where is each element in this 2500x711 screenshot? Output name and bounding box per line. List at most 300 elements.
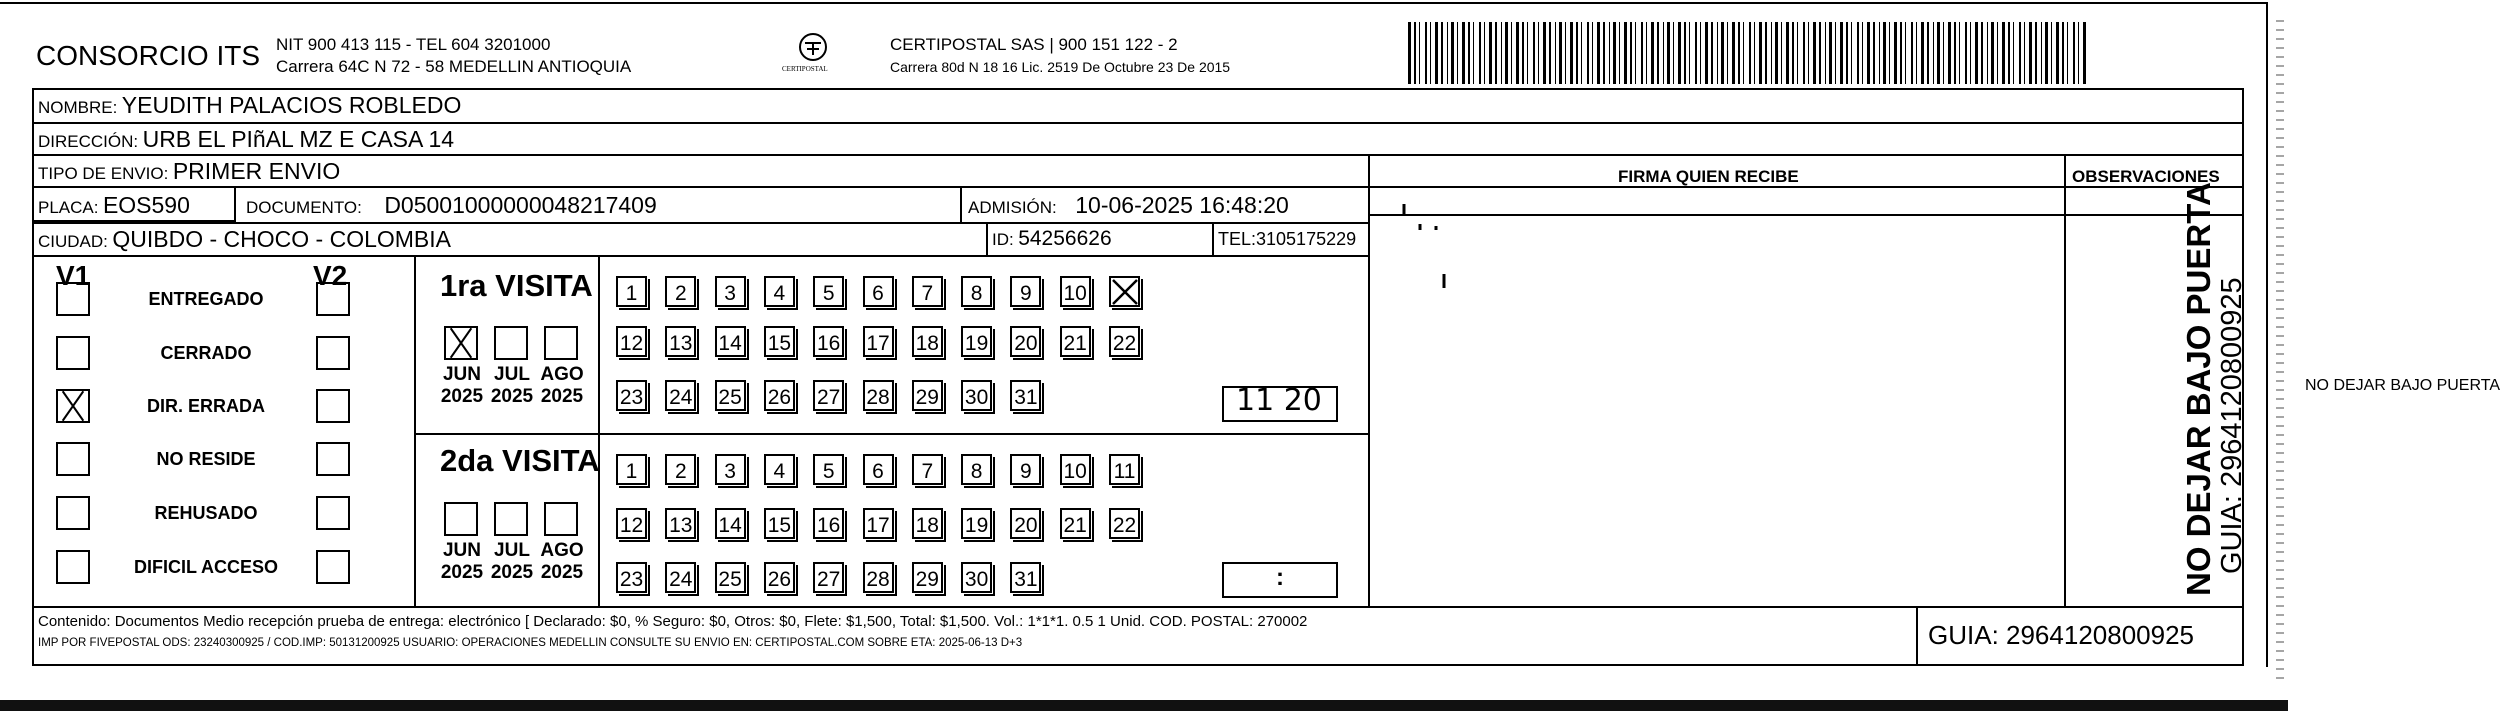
shipment-row bbox=[38, 160, 340, 183]
status-right-line bbox=[414, 255, 416, 606]
barcode-bar bbox=[1689, 22, 1690, 84]
admission-left-line bbox=[960, 186, 962, 222]
barcode-bar bbox=[2083, 22, 2086, 84]
month-name: JUN bbox=[442, 364, 481, 385]
v2-checkbox[interactable] bbox=[316, 496, 350, 530]
second-visit-day-26[interactable]: 26 bbox=[764, 562, 795, 593]
barcode-bar bbox=[1862, 22, 1863, 84]
second-visit-day-10[interactable]: 10 bbox=[1060, 454, 1091, 485]
form-table bbox=[32, 88, 2244, 666]
v2-checkbox[interactable] bbox=[316, 282, 350, 316]
first-visit-day-2[interactable]: 2 bbox=[665, 276, 696, 307]
second-visit-day-7[interactable]: 7 bbox=[912, 454, 943, 485]
observations-header: OBSERVACIONES bbox=[2072, 167, 2220, 186]
signature-header: FIRMA QUIEN RECIBE bbox=[1618, 167, 1799, 186]
barcode-bar bbox=[1619, 22, 1620, 84]
barcode-bar bbox=[1786, 22, 1789, 84]
barcode-bar bbox=[2045, 22, 2048, 84]
shipment-type: PRIMER ENVIO bbox=[172, 158, 341, 184]
plate-value: EOS590 bbox=[102, 192, 190, 218]
barcode-bar bbox=[1813, 22, 1816, 84]
guia-left-line bbox=[1916, 606, 1918, 666]
second-visit-day-17[interactable]: 17 bbox=[863, 508, 894, 539]
plate-label: PLACA: bbox=[38, 198, 99, 217]
barcode-bar bbox=[1533, 22, 1535, 84]
id-left-line bbox=[986, 222, 988, 255]
status-option-label: REHUSADO bbox=[154, 503, 258, 523]
barcode-bar bbox=[1425, 22, 1427, 84]
barcode-bar bbox=[1905, 22, 1906, 84]
second-visit-day-22[interactable]: 22 bbox=[1109, 508, 1140, 539]
second-visit-month-checkbox[interactable] bbox=[444, 502, 478, 536]
second-visit-day-6[interactable]: 6 bbox=[863, 454, 894, 485]
tel-row bbox=[1218, 230, 1356, 248]
barcode-bar bbox=[1522, 22, 1524, 84]
month-name: JUL bbox=[494, 540, 530, 561]
second-visit-day-23[interactable]: 23 bbox=[616, 562, 647, 593]
first-visit-day-1[interactable]: 1 bbox=[616, 276, 647, 307]
first-visit-day-21[interactable]: 21 bbox=[1060, 326, 1091, 357]
first-visit-day-24[interactable]: 24 bbox=[665, 380, 696, 411]
barcode-bar bbox=[2024, 22, 2025, 84]
row-line-sig bbox=[1368, 214, 2244, 216]
bottom-band bbox=[0, 700, 2288, 711]
first-visit-day-7[interactable]: 7 bbox=[912, 276, 943, 307]
barcode-bar bbox=[1749, 22, 1751, 84]
barcode-bar bbox=[1765, 22, 1767, 84]
tel-left-line bbox=[1212, 222, 1214, 255]
barcode-bar bbox=[1447, 22, 1448, 84]
footer-guia: GUIA: 2964120800925 bbox=[1928, 620, 2194, 650]
second-visit-day-15[interactable]: 15 bbox=[764, 508, 795, 539]
barcode-bar bbox=[1808, 22, 1809, 84]
barcode-bar bbox=[1597, 22, 1600, 84]
first-visit-day-12[interactable]: 12 bbox=[616, 326, 647, 357]
month-name: JUN bbox=[442, 540, 481, 561]
barcode-bar bbox=[2013, 22, 2014, 84]
barcode-bar bbox=[1581, 22, 1582, 84]
month-year: 2025 bbox=[540, 561, 584, 583]
barcode-bar bbox=[1721, 22, 1724, 84]
barcode-bar bbox=[1889, 22, 1890, 84]
barcode-bar bbox=[2029, 22, 2032, 84]
admission-value: 10-06-2025 16:48:20 bbox=[1075, 192, 1289, 218]
carrier-address-line: Carrera 80d N 18 16 Lic. 2519 De Octubre 23 De 2015 bbox=[890, 59, 1231, 75]
first-visit-month-label bbox=[486, 364, 538, 408]
barcode-bar bbox=[2067, 22, 2068, 84]
admission-row bbox=[968, 194, 1289, 217]
month-name: AGO bbox=[540, 364, 584, 385]
barcode-bar bbox=[1883, 22, 1886, 84]
barcode bbox=[1408, 22, 2088, 84]
first-visit-day-10[interactable]: 10 bbox=[1060, 276, 1091, 307]
second-visit-day-31[interactable]: 31 bbox=[1010, 562, 1041, 593]
second-visit-day-24[interactable]: 24 bbox=[665, 562, 696, 593]
first-visit-day-28[interactable]: 28 bbox=[863, 380, 894, 411]
barcode-bar bbox=[1430, 22, 1431, 84]
second-visit-day-3[interactable]: 3 bbox=[715, 454, 746, 485]
barcode-bar bbox=[1743, 22, 1744, 84]
document-row bbox=[246, 194, 657, 217]
barcode-bar bbox=[1501, 22, 1502, 84]
first-visit-day-15[interactable]: 15 bbox=[764, 326, 795, 357]
barcode-bar bbox=[1451, 22, 1454, 84]
barcode-bar bbox=[1959, 22, 1960, 84]
row-line-2 bbox=[32, 154, 2244, 156]
barcode-bar bbox=[1511, 22, 1512, 84]
first-visit-day-27[interactable]: 27 bbox=[813, 380, 844, 411]
recipient-address: URB EL PIñAL MZ E CASA 14 bbox=[142, 126, 455, 152]
barcode-bar bbox=[1873, 22, 1875, 84]
company-nit-tel: NIT 900 413 115 - TEL 604 3201000 bbox=[276, 35, 551, 54]
carrier-name-line: CERTIPOSTAL SAS | 900 151 122 - 2 bbox=[890, 35, 1178, 54]
first-visit-day-25[interactable]: 25 bbox=[715, 380, 746, 411]
first-visit-day-3[interactable]: 3 bbox=[715, 276, 746, 307]
first-visit-day-20[interactable]: 20 bbox=[1010, 326, 1041, 357]
barcode-bar bbox=[2035, 22, 2037, 84]
barcode-bar bbox=[1987, 22, 1988, 84]
barcode-bar bbox=[1846, 22, 1848, 84]
second-visit-month-label bbox=[486, 540, 538, 584]
barcode-bar bbox=[1479, 22, 1481, 84]
barcode-bar bbox=[1781, 22, 1782, 84]
first-visit-month-checkbox[interactable] bbox=[444, 326, 478, 360]
barcode-bar bbox=[1717, 22, 1718, 84]
second-visit-day-28[interactable]: 28 bbox=[863, 562, 894, 593]
recipient-name: YEUDITH PALACIOS ROBLEDO bbox=[121, 92, 462, 118]
edge-strip bbox=[2276, 20, 2284, 680]
first-visit-day-9[interactable]: 9 bbox=[1010, 276, 1041, 307]
barcode-bar bbox=[1825, 22, 1826, 84]
barcode-bar bbox=[2051, 22, 2052, 84]
footer-imp-line: IMP POR FIVEPOSTAL ODS: 23240300925 / COD.IMP: 50131200925 USUARIO: OPERACIONES MEDELLIN CONSULTE SU ENVIO EN: CERTIPOSTAL.COM SOBRE ETA: 2025-06-13 D+3 bbox=[38, 637, 1023, 649]
visit-divider bbox=[414, 433, 1368, 435]
barcode-bar bbox=[1705, 22, 1708, 84]
document-label: DOCUMENTO: bbox=[246, 198, 362, 217]
footer-content-line: Contenido: Documentos Medio recepción prueba de entrega: electrónico [ Declarado: $0, % Seguro: $0, Otros: $0, Flete: $1,500, Total: $1,500. Vol.: 1*1*1. 0.5 1 Unid. COD. POSTAL: 270002 bbox=[38, 613, 1308, 630]
barcode-bar bbox=[1635, 22, 1636, 84]
address-row bbox=[38, 128, 454, 151]
sig-left-line bbox=[1368, 154, 1370, 606]
barcode-bar bbox=[1549, 22, 1551, 84]
second-visit-day-25[interactable]: 25 bbox=[715, 562, 746, 593]
barcode-bar bbox=[1754, 22, 1755, 84]
barcode-bar bbox=[1565, 22, 1566, 84]
first-visit-month-checkbox[interactable] bbox=[494, 326, 528, 360]
barcode-bar bbox=[1991, 22, 1994, 84]
side-notice-text: NO DEJAR BAJO PUERTA bbox=[2180, 182, 2217, 596]
second-visit-day-5[interactable]: 5 bbox=[813, 454, 844, 485]
first-visit-day-18[interactable]: 18 bbox=[912, 326, 943, 357]
row-line-4 bbox=[32, 222, 1368, 224]
v1-header: V1 bbox=[56, 260, 91, 291]
barcode-bar bbox=[1970, 22, 1971, 84]
tel-value: 3105175229 bbox=[1256, 229, 1357, 249]
barcode-bar bbox=[1576, 22, 1578, 84]
barcode-bar bbox=[1527, 22, 1528, 84]
barcode-bar bbox=[1555, 22, 1556, 84]
status-option-label: DIFICIL ACCESO bbox=[133, 557, 278, 577]
barcode-bar bbox=[2078, 22, 2079, 84]
barcode-bar bbox=[1489, 22, 1492, 84]
first-visit-day-30[interactable]: 30 bbox=[961, 380, 992, 411]
barcode-bar bbox=[1803, 22, 1805, 84]
barcode-bar bbox=[1667, 22, 1670, 84]
barcode-bar bbox=[1587, 22, 1589, 84]
barcode-bar bbox=[1435, 22, 1438, 84]
barcode-bar bbox=[1484, 22, 1485, 84]
signature-marks bbox=[1380, 190, 1480, 310]
name-label: NOMBRE: bbox=[38, 98, 118, 117]
city-label: CIUDAD: bbox=[38, 232, 108, 251]
barcode-bar bbox=[1759, 22, 1762, 84]
barcode-bar bbox=[1603, 22, 1605, 84]
first-visit-day-6[interactable]: 6 bbox=[863, 276, 894, 307]
barcode-bar bbox=[1678, 22, 1681, 84]
barcode-bar bbox=[1570, 22, 1573, 84]
first-visit-day-5[interactable]: 5 bbox=[813, 276, 844, 307]
first-visit-day-26[interactable]: 26 bbox=[764, 380, 795, 411]
second-visit-day-20[interactable]: 20 bbox=[1010, 508, 1041, 539]
barcode-bar bbox=[1975, 22, 1978, 84]
v1-checkbox[interactable] bbox=[56, 336, 90, 370]
first-visit-day-8[interactable]: 8 bbox=[961, 276, 992, 307]
barcode-bar bbox=[1657, 22, 1659, 84]
v2-checkbox[interactable] bbox=[316, 389, 350, 423]
barcode-bar bbox=[1609, 22, 1610, 84]
top-border bbox=[0, 2, 2268, 4]
second-visit-day-8[interactable]: 8 bbox=[961, 454, 992, 485]
second-visit-day-2[interactable]: 2 bbox=[665, 454, 696, 485]
first-visit-month-checkbox[interactable] bbox=[544, 326, 578, 360]
barcode-bar bbox=[1641, 22, 1643, 84]
day-cross-mark bbox=[1111, 278, 1139, 306]
barcode-bar bbox=[1771, 22, 1772, 84]
first-visit-title: 1ra VISITA bbox=[440, 268, 593, 303]
document-value: D05001000000048217409 bbox=[384, 192, 657, 218]
barcode-bar bbox=[1948, 22, 1951, 84]
v2-checkbox[interactable] bbox=[316, 336, 350, 370]
barcode-bar bbox=[1835, 22, 1836, 84]
months-right-line bbox=[598, 255, 600, 606]
month-year: 2025 bbox=[490, 385, 534, 407]
side-guia-text: GUIA: 2964120800925 bbox=[2216, 277, 2248, 574]
first-visit-day-16[interactable]: 16 bbox=[813, 326, 844, 357]
barcode-bar bbox=[2008, 22, 2010, 84]
v1-checkbox[interactable] bbox=[56, 550, 90, 584]
second-visit-month-checkbox[interactable] bbox=[544, 502, 578, 536]
barcode-bar bbox=[1851, 22, 1852, 84]
barcode-bar bbox=[1933, 22, 1934, 84]
first-visit-day-14[interactable]: 14 bbox=[715, 326, 746, 357]
barcode-bar bbox=[2041, 22, 2042, 84]
barcode-bar bbox=[1775, 22, 1778, 84]
second-visit-day-9[interactable]: 9 bbox=[1010, 454, 1041, 485]
status-option-label: NO RESIDE bbox=[156, 449, 256, 469]
barcode-bar bbox=[1695, 22, 1697, 84]
barcode-bar bbox=[1732, 22, 1735, 84]
second-visit-month-label bbox=[436, 540, 488, 584]
barcode-bar bbox=[1857, 22, 1859, 84]
barcode-bar bbox=[1646, 22, 1647, 84]
month-year: 2025 bbox=[440, 561, 484, 583]
status-option-label: ENTREGADO bbox=[148, 289, 264, 309]
barcode-bar bbox=[1408, 22, 1411, 84]
barcode-bar bbox=[1663, 22, 1664, 84]
barcode-bar bbox=[1419, 22, 1420, 84]
barcode-bar bbox=[1468, 22, 1470, 84]
barcode-bar bbox=[2062, 22, 2064, 84]
first-visit-day-13[interactable]: 13 bbox=[665, 326, 696, 357]
v2-checkbox[interactable] bbox=[316, 442, 350, 476]
barcode-bar bbox=[1867, 22, 1870, 84]
barcode-bar bbox=[1927, 22, 1929, 84]
id-value: 54256626 bbox=[1018, 227, 1112, 250]
v2-header: V2 bbox=[313, 260, 348, 291]
barcode-bar bbox=[1457, 22, 1458, 84]
status-option-label: CERRADO bbox=[160, 343, 252, 363]
barcode-bar bbox=[1965, 22, 1967, 84]
barcode-bar bbox=[2056, 22, 2059, 84]
first-visit-day-4[interactable]: 4 bbox=[764, 276, 795, 307]
barcode-bar bbox=[1727, 22, 1728, 84]
second-time-value: : bbox=[1276, 564, 1284, 591]
barcode-bar bbox=[1879, 22, 1880, 84]
barcode-bar bbox=[1613, 22, 1616, 84]
barcode-bar bbox=[1651, 22, 1654, 84]
barcode-bar bbox=[1495, 22, 1497, 84]
row-line-3 bbox=[32, 186, 2244, 188]
barcode-bar bbox=[1711, 22, 1713, 84]
company-name: CONSORCIO ITS bbox=[36, 40, 261, 71]
barcode-bar bbox=[1630, 22, 1632, 84]
barcode-bar bbox=[1921, 22, 1924, 84]
barcode-bar bbox=[1981, 22, 1983, 84]
second-visit-day-1[interactable]: 1 bbox=[616, 454, 647, 485]
address-label: DIRECCIÓN: bbox=[38, 132, 139, 151]
first-visit-day-29[interactable]: 29 bbox=[912, 380, 943, 411]
barcode-bar bbox=[1516, 22, 1519, 84]
barcode-bar bbox=[1538, 22, 1539, 84]
first-visit-day-31[interactable]: 31 bbox=[1010, 380, 1041, 411]
barcode-bar bbox=[1792, 22, 1794, 84]
barcode-bar bbox=[1943, 22, 1944, 84]
first-visit-day-11[interactable] bbox=[1109, 276, 1140, 307]
first-visit-month-label bbox=[436, 364, 488, 408]
barcode-bar bbox=[1900, 22, 1902, 84]
barcode-bar bbox=[1505, 22, 1508, 84]
barcode-bar bbox=[1797, 22, 1798, 84]
name-row bbox=[38, 94, 461, 117]
shipment-label: TIPO DE ENVIO: bbox=[38, 164, 169, 183]
barcode-bar bbox=[1819, 22, 1821, 84]
second-visit-day-12[interactable]: 12 bbox=[616, 508, 647, 539]
v2-checkbox[interactable] bbox=[316, 550, 350, 584]
barcode-bar bbox=[1414, 22, 1416, 84]
certipostal-logo-text: CERTIPOSTAL bbox=[782, 65, 828, 73]
second-visit-day-21[interactable]: 21 bbox=[1060, 508, 1091, 539]
barcode-bar bbox=[1911, 22, 1913, 84]
barcode-bar bbox=[2019, 22, 2021, 84]
second-visit-day-16[interactable]: 16 bbox=[813, 508, 844, 539]
status-option-label: DIR. ERRADA bbox=[146, 396, 265, 416]
second-visit-day-29[interactable]: 29 bbox=[912, 562, 943, 593]
second-visit-day-18[interactable]: 18 bbox=[912, 508, 943, 539]
first-visit-day-19[interactable]: 19 bbox=[961, 326, 992, 357]
month-name: JUL bbox=[494, 364, 530, 385]
first-visit-month-label bbox=[536, 364, 588, 408]
tel-label: TEL: bbox=[1218, 229, 1257, 249]
v1-checkbox[interactable] bbox=[56, 389, 90, 423]
barcode-bar bbox=[1894, 22, 1897, 84]
month-year: 2025 bbox=[440, 385, 484, 407]
barcode-bar bbox=[1543, 22, 1546, 84]
barcode-bar bbox=[1829, 22, 1832, 84]
barcode-bar bbox=[1738, 22, 1740, 84]
v1-checkbox[interactable] bbox=[56, 282, 90, 316]
barcode-bar bbox=[1592, 22, 1593, 84]
barcode-bar bbox=[2073, 22, 2075, 84]
second-visit-title: 2da VISITA bbox=[440, 443, 600, 478]
row-line-1 bbox=[32, 122, 2244, 124]
barcode-bar bbox=[1462, 22, 1465, 84]
first-time-value: 11 20 bbox=[1236, 383, 1322, 418]
barcode-bar bbox=[1916, 22, 1917, 84]
second-visit-day-19[interactable]: 19 bbox=[961, 508, 992, 539]
barcode-bar bbox=[1840, 22, 1843, 84]
v1-checkbox[interactable] bbox=[56, 442, 90, 476]
v1-checkbox[interactable] bbox=[56, 496, 90, 530]
second-visit-day-11[interactable]: 11 bbox=[1109, 454, 1140, 485]
plate-row bbox=[38, 194, 190, 217]
barcode-bar bbox=[1937, 22, 1940, 84]
first-visit-day-22[interactable]: 22 bbox=[1109, 326, 1140, 357]
second-visit-day-13[interactable]: 13 bbox=[665, 508, 696, 539]
second-visit-day-30[interactable]: 30 bbox=[961, 562, 992, 593]
second-visit-month-checkbox[interactable] bbox=[494, 502, 528, 536]
id-label: ID: bbox=[992, 230, 1014, 249]
id-row bbox=[992, 228, 1112, 249]
certipostal-logo bbox=[778, 30, 848, 80]
month-name: AGO bbox=[540, 540, 584, 561]
admission-label: ADMISIÓN: bbox=[968, 198, 1057, 217]
barcode-bar bbox=[1441, 22, 1443, 84]
barcode-bar bbox=[1673, 22, 1674, 84]
barcode-bar bbox=[1684, 22, 1686, 84]
barcode-bar bbox=[1473, 22, 1474, 84]
first-visit-day-23[interactable]: 23 bbox=[616, 380, 647, 411]
row-line-5 bbox=[32, 255, 1368, 257]
month-year: 2025 bbox=[540, 385, 584, 407]
barcode-bar bbox=[1624, 22, 1627, 84]
second-visit-day-27[interactable]: 27 bbox=[813, 562, 844, 593]
right-border bbox=[2266, 2, 2268, 667]
second-visit-month-label bbox=[536, 540, 588, 584]
city-value: QUIBDO - CHOCO - COLOMBIA bbox=[112, 226, 451, 252]
barcode-bar bbox=[1997, 22, 1998, 84]
second-visit-day-14[interactable]: 14 bbox=[715, 508, 746, 539]
second-visit-day-4[interactable]: 4 bbox=[764, 454, 795, 485]
barcode-bar bbox=[1700, 22, 1701, 84]
obs-left-line bbox=[2064, 154, 2066, 606]
barcode-bar bbox=[1954, 22, 1956, 84]
row-line-footer bbox=[32, 606, 2244, 608]
barcode-bar bbox=[2002, 22, 2005, 84]
company-address: Carrera 64C N 72 - 58 MEDELLIN ANTIOQUIA bbox=[276, 57, 632, 76]
barcode-bar bbox=[1559, 22, 1562, 84]
first-visit-day-17[interactable]: 17 bbox=[863, 326, 894, 357]
month-year: 2025 bbox=[490, 561, 534, 583]
